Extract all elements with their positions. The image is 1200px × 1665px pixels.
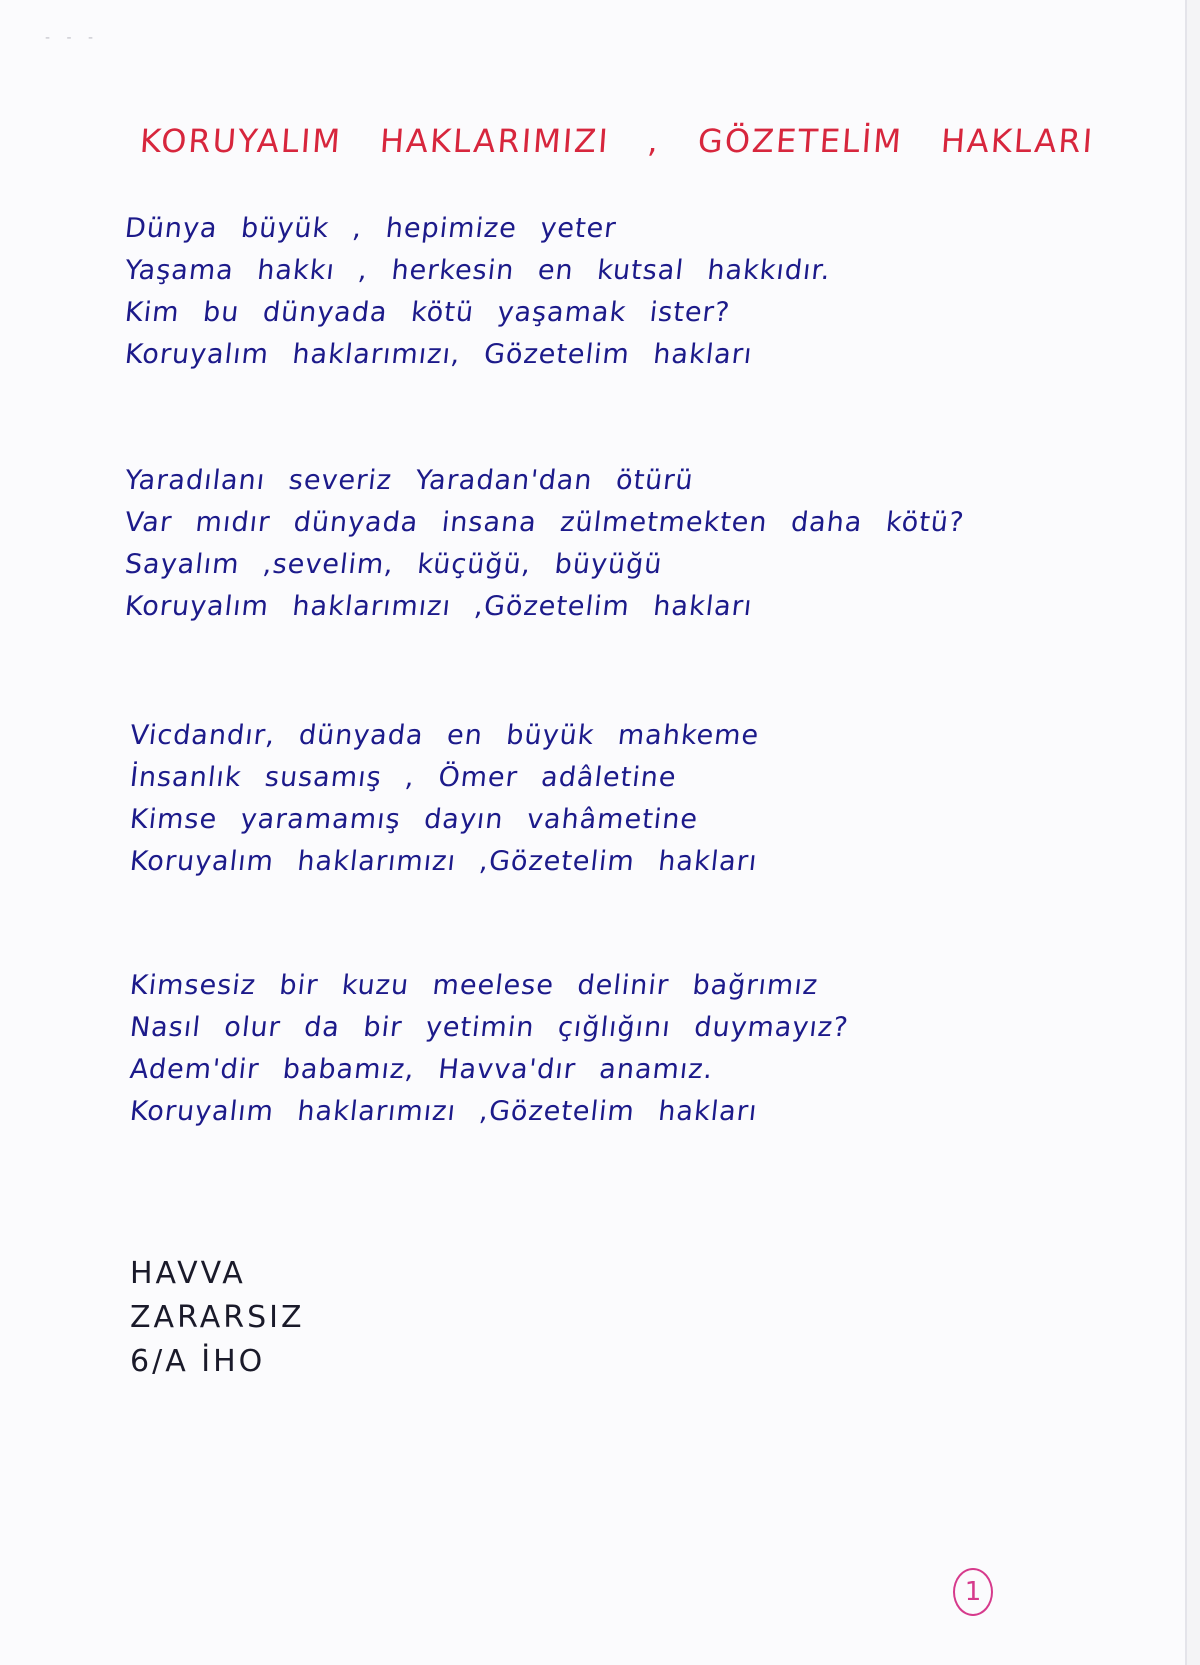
stanza-1-line-2: Yaşama hakkı , herkesin en kutsal hakkıdır.: [123, 255, 833, 286]
stanza-4-line-3: Adem'dir babamız, Havva'dır anamız.: [128, 1054, 715, 1085]
page-number-circle: 1: [953, 1568, 993, 1616]
stanza-1-line-3: Kim bu dünyada kötü yaşamak ister?: [123, 297, 732, 328]
stanza-2-line-2: Var mıdır dünyada insana zülmetmekten daha kötü?: [123, 507, 966, 538]
stanza-4: [128, 965, 851, 1133]
stanza-2-line-4: Koruyalım haklarımızı ,Gözetelim hakları: [123, 591, 755, 622]
fold-marks: - - -: [45, 30, 100, 46]
stanza-3-line-2: İnsanlık susamış , Ömer adâletine: [128, 762, 679, 793]
author-class: 6/A İHO: [130, 1344, 266, 1379]
author-surname: ZARARSIZ: [130, 1300, 305, 1335]
stanza-3: [130, 715, 759, 883]
signature-block: [130, 1252, 305, 1384]
stanza-2-line-3: Sayalım ,sevelim, küçüğü, büyüğü: [123, 549, 664, 580]
author-name: HAVVA: [130, 1256, 246, 1291]
stanza-3-line-3: Kimse yaramamış dayın vahâmetine: [128, 804, 700, 835]
stanza-1-line-1: Dünya büyük , hepimize yeter: [123, 213, 618, 244]
stanza-1: [125, 208, 831, 376]
stanza-3-line-1: Vicdandır, dünyada en büyük mahkeme: [128, 720, 761, 751]
stanza-2: [125, 460, 964, 628]
stanza-3-line-4: Koruyalım haklarımızı ,Gözetelim hakları: [128, 846, 760, 877]
stanza-4-line-2: Nasıl olur da bir yetimin çığlığını duymayız?: [128, 1012, 851, 1043]
poem-title: KORUYALIM HAKLARIMIZI , GÖZETELİM HAKLARI: [138, 122, 1096, 160]
stanza-4-line-4: Koruyalım haklarımızı ,Gözetelim hakları: [128, 1096, 760, 1127]
stanza-4-line-1: Kimsesiz bir kuzu meelese delinir bağrımız: [128, 970, 820, 1001]
stanza-2-line-1: Yaradılanı severiz Yaradan'dan ötürü: [123, 465, 696, 496]
stanza-1-line-4: Koruyalım haklarımızı, Gözetelim hakları: [123, 339, 755, 370]
